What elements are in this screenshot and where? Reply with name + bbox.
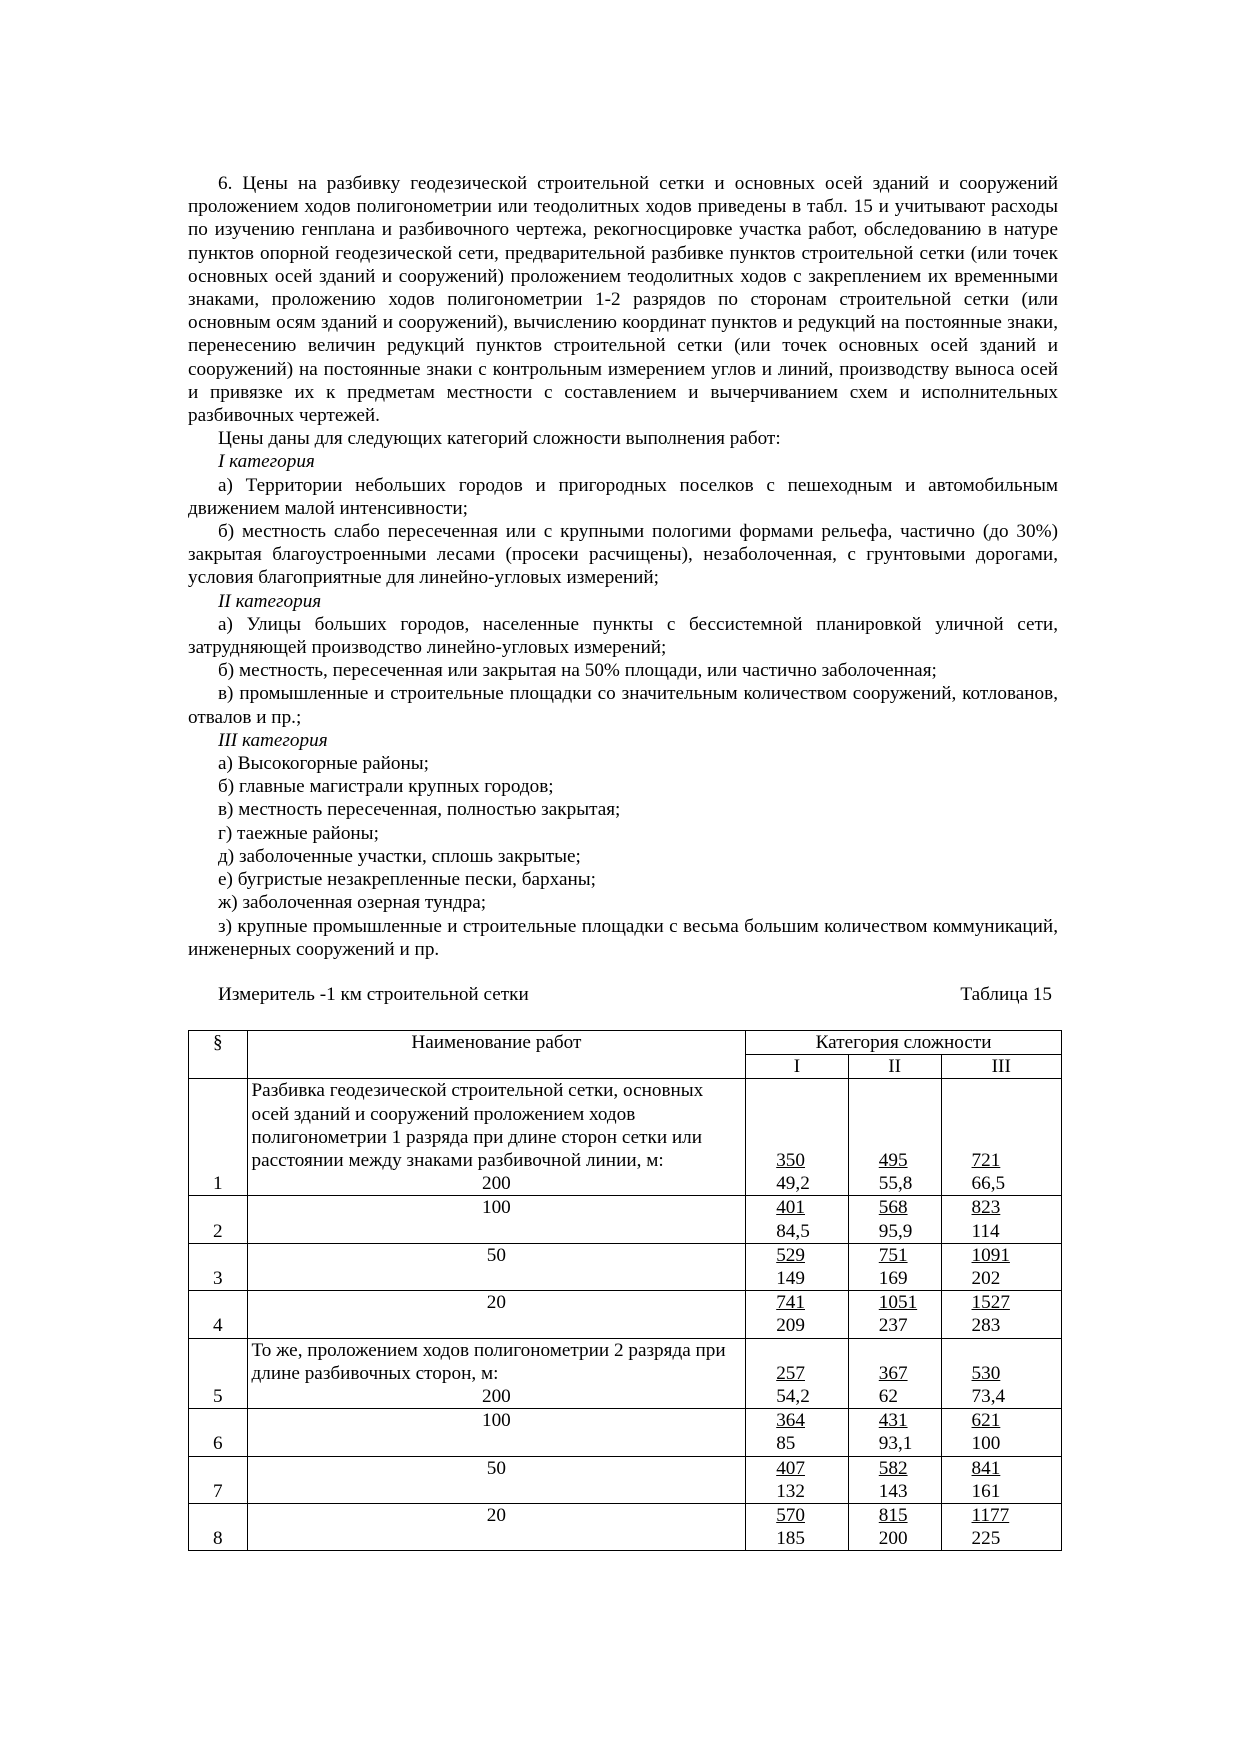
paragraph: в) местность пересеченная, полностью закрытая; [218, 799, 621, 821]
distance-value: 100 [481, 1410, 511, 1432]
price-denominator: 95,9 [878, 1220, 913, 1242]
header-category: Категория сложности [746, 1031, 1062, 1055]
price-numerator: 841 [971, 1457, 1001, 1479]
price-cell-cat-3 [941, 1291, 1061, 1338]
paragraph: в) промышленные и строительные площадки со значительным количеством сооружений, котлованов, отвалов и пр.; [188, 683, 1058, 728]
table-row [189, 1409, 1062, 1456]
price-denominator: 62 [878, 1386, 898, 1408]
price-denominator: 185 [776, 1528, 805, 1550]
table-header-row [189, 1031, 1062, 1055]
paragraph: ж) заболоченная озерная тундра; [218, 892, 487, 914]
price-denominator: 202 [971, 1268, 1001, 1290]
price-cell-cat-1 [746, 1291, 849, 1338]
price-cell-cat-3 [941, 1456, 1061, 1503]
price-denominator: 93,1 [878, 1433, 913, 1455]
price-numerator: 1091 [971, 1244, 1010, 1266]
table-row [189, 1196, 1062, 1243]
price-cell-cat-1 [746, 1243, 849, 1290]
work-description: Разбивка геодезической строительной сетки, основных осей зданий и сооружений проложением ходов полигонометрии 1 разряда при длине сторон сетки или расстоянии между знаками разбивочной линии, м: [251, 1080, 704, 1172]
paragraph: а) Территории небольших городов и пригородных поселков с пешеходным и автомобильным движением малой интенсивности; [188, 474, 1058, 519]
price-numerator: 568 [878, 1197, 908, 1219]
price-cell-cat-2 [848, 1291, 941, 1338]
price-denominator: 55,8 [878, 1173, 913, 1195]
price-numerator: 582 [878, 1457, 908, 1479]
price-numerator: 367 [878, 1362, 908, 1384]
header-section-sign: § [189, 1031, 248, 1079]
row-number: 5 [189, 1338, 248, 1409]
price-cell-cat-1 [746, 1409, 849, 1456]
header-work-name: Наименование работ [247, 1031, 746, 1079]
price-denominator: 143 [878, 1480, 908, 1502]
header-cat-2: II [848, 1055, 941, 1079]
price-cell-cat-3 [941, 1243, 1061, 1290]
paragraph: б) местность слабо пересеченная или с крупными пологими формами рельефа, частично (до 30%) закрытая благоустроенными лесами (просеки расчищены), незаболоченная, с грунтовыми дорогами, условия благоприятные для линейно-угловых измерений; [188, 521, 1058, 589]
header-cat-1: I [746, 1055, 849, 1079]
price-numerator: 1527 [971, 1292, 1010, 1314]
distance-value: 50 [486, 1457, 506, 1479]
work-name-cell [247, 1243, 746, 1290]
price-cell-cat-2 [848, 1409, 941, 1456]
category-heading: III категория [218, 729, 328, 751]
price-numerator: 721 [971, 1150, 1001, 1172]
price-denominator: 161 [971, 1480, 1001, 1502]
paragraph: г) таежные районы; [218, 822, 379, 844]
price-cell-cat-1 [746, 1456, 849, 1503]
row-number: 2 [189, 1196, 248, 1243]
table-row [189, 1243, 1062, 1290]
price-denominator: 209 [776, 1315, 805, 1337]
category-heading: II категория [218, 590, 322, 612]
work-name-cell [247, 1079, 746, 1196]
price-numerator: 401 [776, 1197, 805, 1219]
price-numerator: 529 [776, 1244, 805, 1266]
price-cell-cat-2 [848, 1079, 941, 1196]
price-numerator: 407 [776, 1457, 805, 1479]
row-number: 7 [189, 1456, 248, 1503]
price-denominator: 283 [971, 1315, 1001, 1337]
price-denominator: 85 [776, 1433, 796, 1455]
price-denominator: 200 [878, 1528, 908, 1550]
price-numerator: 350 [776, 1150, 805, 1172]
distance-value: 20 [486, 1505, 506, 1527]
paragraph: з) крупные промышленные и строительные площадки с весьма большим количеством коммуникаций, инженерных сооружений и пр. [188, 915, 1058, 960]
table-row [189, 1079, 1062, 1196]
paragraph: а) Высокогорные районы; [218, 753, 429, 775]
price-denominator: 114 [971, 1220, 1000, 1242]
price-numerator: 815 [878, 1505, 908, 1527]
work-name-cell [247, 1409, 746, 1456]
body-text [188, 172, 1058, 961]
work-name-cell [247, 1196, 746, 1243]
price-cell-cat-3 [941, 1409, 1061, 1456]
price-denominator: 225 [971, 1528, 1001, 1550]
price-denominator: 49,2 [776, 1173, 810, 1195]
paragraph: б) главные магистрали крупных городов; [218, 776, 554, 798]
price-cell-cat-1 [746, 1338, 849, 1409]
work-name-cell [247, 1504, 746, 1551]
price-denominator: 132 [776, 1480, 805, 1502]
distance-value: 200 [481, 1173, 511, 1195]
price-numerator: 530 [971, 1362, 1001, 1384]
price-cell-cat-1 [746, 1079, 849, 1196]
price-numerator: 1051 [878, 1292, 918, 1314]
table-row [189, 1504, 1062, 1551]
price-cell-cat-3 [941, 1504, 1061, 1551]
price-cell-cat-3 [941, 1196, 1061, 1243]
paragraph: д) заболоченные участки, сплошь закрытые; [218, 845, 581, 867]
price-cell-cat-1 [746, 1196, 849, 1243]
table-row [189, 1338, 1062, 1409]
work-name-cell [247, 1338, 746, 1409]
price-cell-cat-3 [941, 1338, 1061, 1409]
price-cell-cat-3 [941, 1079, 1061, 1196]
price-numerator: 570 [776, 1505, 805, 1527]
price-numerator: 621 [971, 1410, 1001, 1432]
work-name-cell [247, 1291, 746, 1338]
distance-value: 200 [481, 1386, 511, 1408]
table-number: Таблица 15 [960, 984, 1052, 1005]
price-cell-cat-2 [848, 1504, 941, 1551]
price-denominator: 100 [971, 1433, 1001, 1455]
price-denominator: 84,5 [776, 1220, 810, 1242]
table-row [189, 1456, 1062, 1503]
price-denominator: 149 [776, 1268, 805, 1290]
measure-unit: Измеритель -1 км строительной сетки [218, 984, 529, 1005]
price-denominator: 54,2 [776, 1386, 810, 1408]
table-row [189, 1291, 1062, 1338]
distance-value: 100 [481, 1197, 511, 1219]
category-heading: I категория [218, 451, 315, 473]
header-cat-3: III [941, 1055, 1061, 1079]
price-numerator: 257 [776, 1362, 805, 1384]
price-numerator: 431 [878, 1410, 908, 1432]
work-name-cell [247, 1456, 746, 1503]
paragraph: Цены даны для следующих категорий сложности выполнения работ: [218, 428, 781, 450]
price-denominator: 66,5 [971, 1173, 1006, 1195]
price-cell-cat-2 [848, 1243, 941, 1290]
paragraph: б) местность, пересеченная или закрытая на 50% площади, или частично заболоченная; [218, 660, 937, 682]
price-numerator: 1177 [971, 1505, 1010, 1527]
table-body [189, 1079, 1062, 1551]
distance-value: 50 [486, 1244, 506, 1266]
price-cell-cat-2 [848, 1456, 941, 1503]
price-cell-cat-1 [746, 1504, 849, 1551]
distance-value: 20 [486, 1292, 506, 1314]
price-numerator: 751 [878, 1244, 908, 1266]
row-number: 3 [189, 1243, 248, 1290]
price-numerator: 823 [971, 1197, 1001, 1219]
row-number: 8 [189, 1504, 248, 1551]
price-numerator: 495 [878, 1150, 908, 1172]
paragraph: а) Улицы больших городов, населенные пункты с бессистемной планировкой уличной сети, затрудняющей производство линейно-угловых измерений; [188, 613, 1058, 659]
row-number: 1 [189, 1079, 248, 1196]
price-denominator: 169 [878, 1268, 908, 1290]
paragraph: е) бугристые незакрепленные пески, барханы; [218, 869, 596, 891]
price-denominator: 73,4 [971, 1386, 1006, 1408]
price-cell-cat-2 [848, 1196, 941, 1243]
row-number: 6 [189, 1409, 248, 1456]
price-table [188, 1030, 1062, 1551]
price-denominator: 237 [878, 1315, 908, 1337]
work-description: То же, проложением ходов полигонометрии 2 разряда при длине разбивочных сторон, м: [251, 1339, 726, 1384]
price-numerator: 364 [776, 1410, 805, 1432]
price-numerator: 741 [776, 1292, 805, 1314]
price-cell-cat-2 [848, 1338, 941, 1409]
row-number: 4 [189, 1291, 248, 1338]
paragraph: 6. Цены на разбивку геодезической строительной сетки и основных осей зданий и сооружений проложением ходов полигонометрии или теодолитных ходов приведены в табл. 15 и учитывают расходы по изучению генплана и разбивочного чертежа, рекогносцировке участка работ, обследованию в натуре пунктов опорной геодезической сети, предварительной разбивке пунктов строительной сетки (или точек основных осей зданий и сооружений) проложением теодолитных ходов с закреплением их временными знаками, проложению ходов полигонометрии 1-2 разрядов по сторонам строительной сетки (или основным осям зданий и сооружений), вычислению координат пунктов и редукций на постоянные знаки, перенесению величин редукций пунктов строительной сетки (или точек основных осей зданий и сооружений) на постоянные знаки с контрольным измерением углов и линий, производству выноса осей и привязке их к предметам местности с составлением и вычерчиванием схем и исполнительных разбивочных чертежей. [188, 173, 1058, 427]
